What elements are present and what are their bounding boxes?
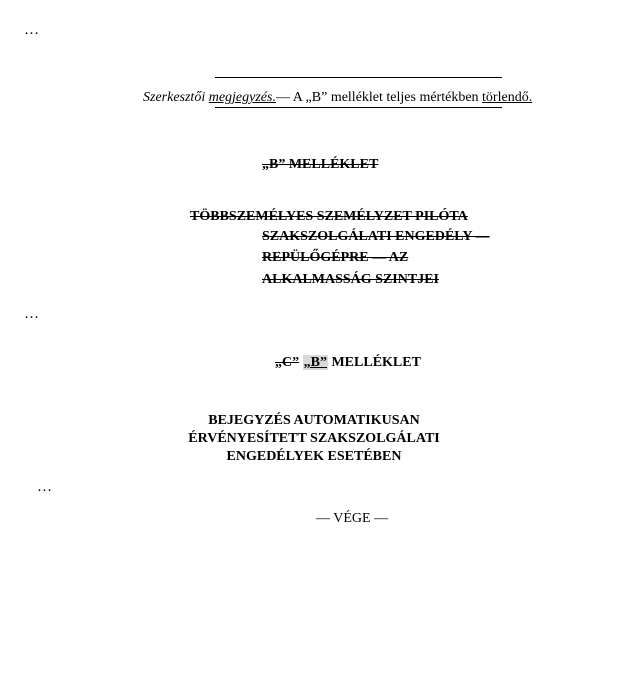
annex-b-title: „B” MELLÉKLET xyxy=(262,157,379,172)
editor-note-top-rule xyxy=(215,77,502,78)
editor-note-text-part2: törlendő. xyxy=(482,90,533,105)
annex-c-new-label: „B” xyxy=(303,355,327,370)
annex-b-line-1: TÖBBSZEMÉLYES SZEMÉLYZET PILÓTA xyxy=(190,209,468,224)
ellipsis-marker: … xyxy=(24,22,41,38)
editor-note-dash: — xyxy=(275,90,290,105)
editor-note-label-part2: megjegyzés. xyxy=(208,90,276,105)
end-marker: — VÉGE — xyxy=(316,511,389,526)
editor-note xyxy=(143,89,532,107)
ellipsis-marker: … xyxy=(24,306,41,322)
annex-c-old-label: „C” xyxy=(275,355,300,370)
editor-note-label-part1: Szerkesztői xyxy=(143,90,209,105)
editor-note-text-part1: A „B” melléklet teljes mértékben xyxy=(289,90,483,105)
editor-note-bottom-rule xyxy=(215,107,502,108)
annex-b-line-3: REPÜLŐGÉPRE — AZ xyxy=(262,250,409,265)
annex-c-line-3: ENGEDÉLYEK ESETÉBEN xyxy=(226,449,402,464)
annex-c-title xyxy=(275,353,421,372)
annex-b-line-4: ALKALMASSÁG SZINTJEI xyxy=(262,272,439,287)
annex-b-line-2: SZAKSZOLGÁLATI ENGEDÉLY — xyxy=(262,229,490,244)
annex-c-line-1: BEJEGYZÉS AUTOMATIKUSAN xyxy=(208,413,420,428)
ellipsis-marker: … xyxy=(37,479,54,495)
annex-c-suffix: MELLÉKLET xyxy=(327,355,421,370)
annex-c-line-2: ÉRVÉNYESÍTETT SZAKSZOLGÁLATI xyxy=(188,431,440,446)
